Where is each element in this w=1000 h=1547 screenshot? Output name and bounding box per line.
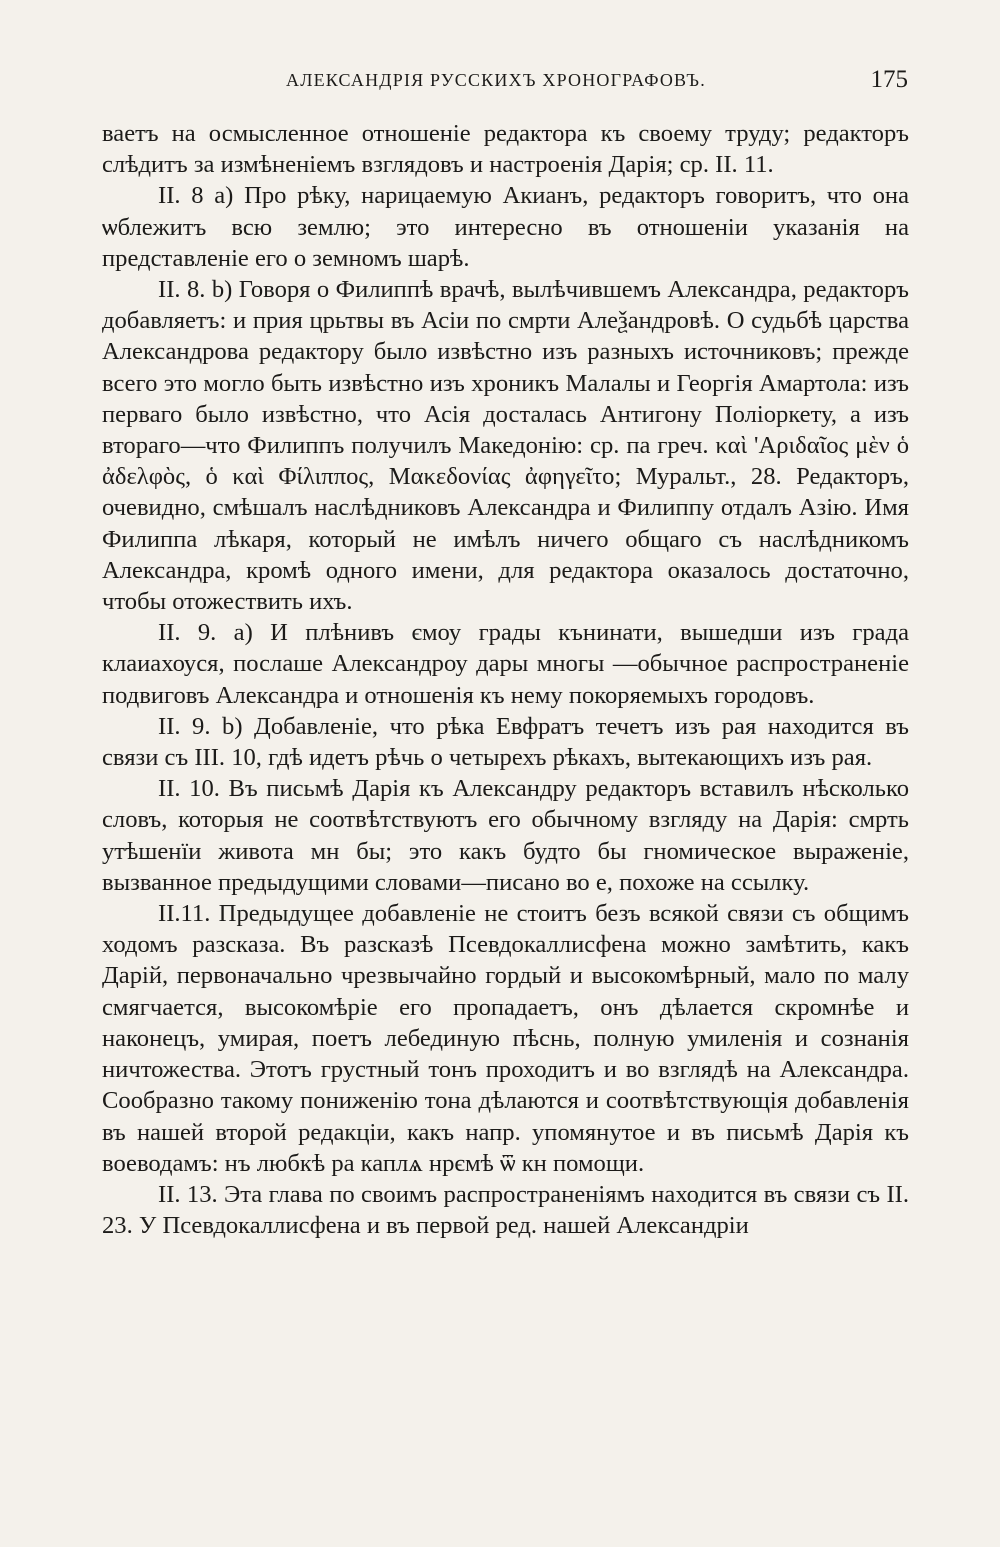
paragraph-ii-11: II.11. Предыдущее добавленіе не стоитъ безъ всякой связи съ общимъ ходомъ разсказа. Въ разсказѣ Псевдокаллисфена можно замѣтить, какъ Дарій, первоначально чрезвычайно гордый и высокомѣрный, мало по малу смягчается, высокомѣріе его пропадаетъ, онъ дѣлается скромнѣе и наконецъ, умирая, поетъ лебединую пѣснь, полную умиленія и сознанія ничтожества. Этотъ грустный тонъ проходитъ и во взглядѣ на Александра. Сообразно такому пониженію тона дѣлаются и соотвѣтствующія добавленія въ нашей второй редакціи, какъ напр. упомянутое и въ письмѣ Дарія къ воеводамъ: нъ любкѣ ра каплѧ нрємѣ ѿ кн помощи.: [102, 900, 909, 1177]
paragraph-ii-9a: II. 9. a) И плѣнивъ ємоу грады кънинати, вышедши изъ града клаиахоуся, послаше Александроу дары многы —обычное распространеніе подвиговъ Александра и отношенія къ нему покоряемыхъ городовъ.: [102, 619, 909, 709]
paragraph-ii-8b: II. 8. b) Говоря о Филиппѣ врачѣ, вылѣчившемъ Александра, редакторъ добавляетъ: и прия црьтвы въ Асіи по смрти Алеѯандровѣ. О судьбѣ царства Александрова редактору было извѣстно изъ разныхъ источниковъ; прежде всего это могло быть извѣстно изъ хроникъ Малалы и Георгія Амартола: изъ перваго было извѣстно, что Асія досталась Антигону Поліоркету, а изъ втораго—что Филиппъ получилъ Македонію: ср. па греч. καὶ 'Αριδαῖος μὲν ὁ ἀδελφὸς, ὁ καὶ Φίλιππος, Μακεδονίας ἀφηγεῖτο; Муральт., 28. Редакторъ, очевидно, смѣшалъ наслѣдниковъ Александра и Филиппу отдалъ Азію. Имя Филиппа лѣкаря, который не имѣлъ ничего общаго съ наслѣдникомъ Александра, кромѣ одного имени, для редактора оказалось достаточно, чтобы отожествить ихъ.: [102, 276, 909, 616]
paragraph-ii-13: II. 13. Эта глава по своимъ распространеніямъ находится въ связи съ II. 23. У Псевдокаллисфена и въ первой ред. нашей Александріи: [102, 1180, 909, 1240]
paragraph-continuation: ваетъ на осмысленное отношеніе редактора къ своему труду; редакторъ слѣдитъ за измѣненіемъ взглядовъ и настроенія Дарія; ср. II. 11.: [102, 120, 909, 179]
page-number: 175: [870, 66, 908, 93]
paragraph-ii-9b: II. 9. b) Добавленіе, что рѣка Евфратъ течетъ изъ рая находится въ связи съ III. 10, гдѣ идетъ рѣчь о четырехъ рѣкахъ, вытекающихъ изъ рая.: [102, 712, 909, 772]
running-title: АЛЕКСАНДРІЯ РУССКИХЪ ХРОНОГРАФОВЪ.: [286, 70, 706, 90]
paragraph-ii-8a: II. 8 a) Про рѣку, нарицаемую Акианъ, редакторъ говоритъ, что она ѡблежитъ всю землю; это интересно въ отношеніи указанія на представленіе его о земномъ шарѣ.: [102, 182, 909, 272]
paragraph-ii-10: II. 10. Въ письмѣ Дарія къ Александру редакторъ вставилъ нѣсколько словъ, которыя не соотвѣтствуютъ его обычному взгляду на Дарія: смрть утѣшенїи живота мн бы; это какъ будто бы гномическое выраженіе, вызванное предыдущими словами—писано во е, похоже на ссылку.: [102, 775, 909, 896]
body-text: [102, 118, 909, 1241]
page-header: [102, 66, 908, 106]
